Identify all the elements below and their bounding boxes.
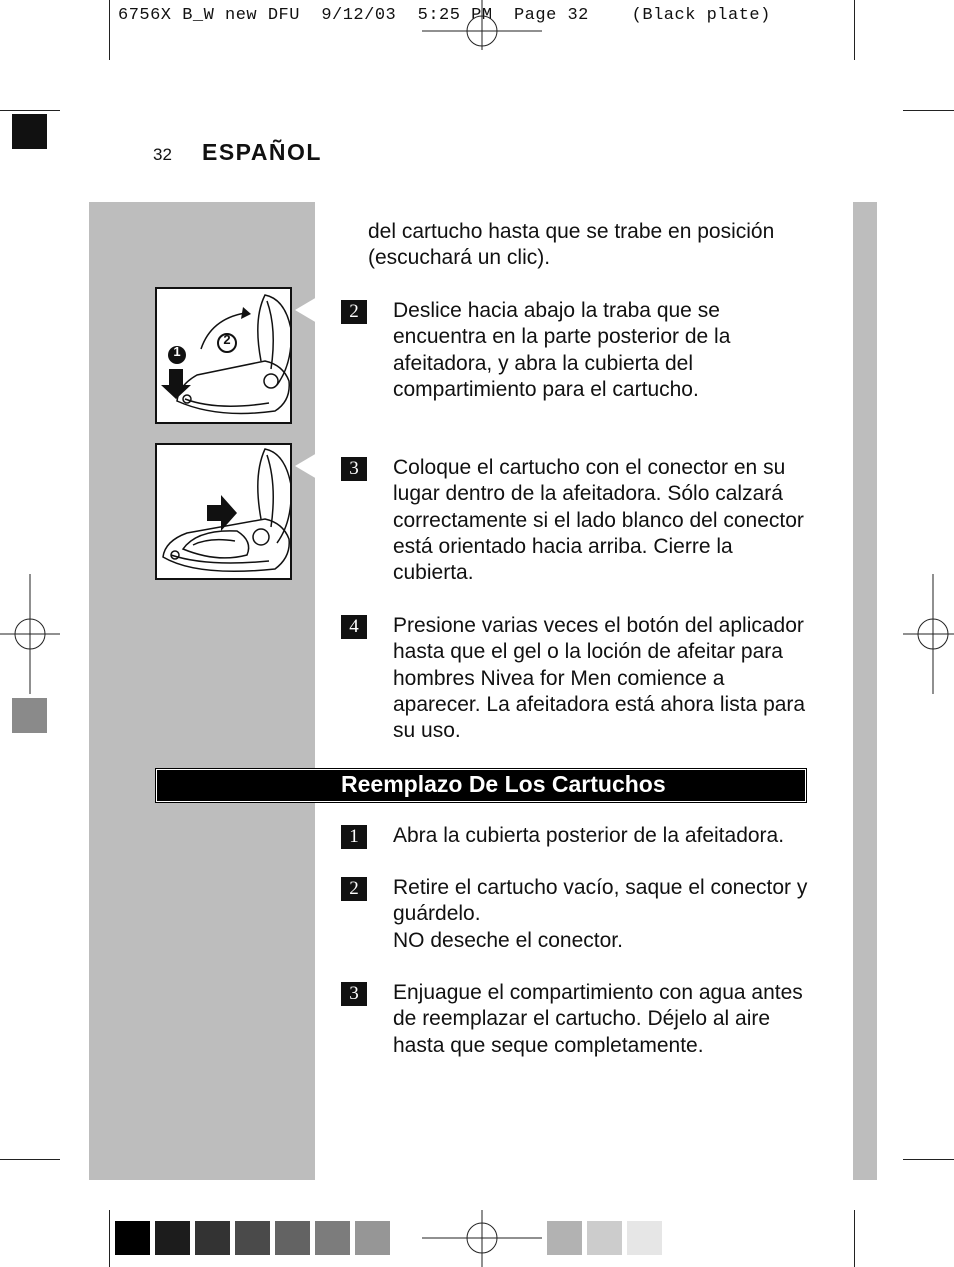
right-margin-panel xyxy=(853,202,877,1180)
step-text: Enjuague el compartimiento con agua antes de reemplazar el cartucho. Déjelo al aire hasta que seque completamente. xyxy=(393,981,803,1057)
section-title: Reemplazo De Los Cartuchos xyxy=(341,771,666,797)
figure-pointer-2 xyxy=(295,453,317,479)
figure-marker-1: 1 xyxy=(173,344,181,359)
step-number-badge: 1 xyxy=(341,825,367,849)
color-swatch xyxy=(155,1221,190,1255)
section-heading-bar xyxy=(156,769,806,802)
color-swatch xyxy=(627,1221,662,1255)
figure-open-cover xyxy=(155,287,292,424)
step-text: Retire el cartucho vacío, saque el conector y guárdelo. xyxy=(393,876,808,926)
step-text-block xyxy=(393,875,813,954)
color-swatch xyxy=(115,1221,150,1255)
color-swatch xyxy=(587,1221,622,1255)
color-swatch xyxy=(355,1221,390,1255)
figure-insert-cartridge xyxy=(155,443,292,580)
step-number-badge: 2 xyxy=(341,300,367,324)
color-swatch xyxy=(315,1221,350,1255)
printer-slug: 6756X B_W new DFU 9/12/03 5:25 PM Page 32 (Black plate) xyxy=(118,6,771,25)
step-number-badge: 3 xyxy=(341,457,367,481)
step-text: Presione varias veces el botón del aplicador hasta que el gel o la loción de afeitar para hombres Nivea for Men comience a aparecer. La afeitadora está ahora lista para su uso. xyxy=(393,614,806,743)
color-swatch xyxy=(275,1221,310,1255)
step-number-badge: 2 xyxy=(341,877,367,901)
page-number: 32 xyxy=(153,145,172,164)
color-swatch xyxy=(195,1221,230,1255)
color-swatch xyxy=(547,1221,582,1255)
color-swatch xyxy=(235,1221,270,1255)
intro-text: del cartucho hasta que se trabe en posición (escuchará un clic). xyxy=(368,220,775,270)
step-text: Deslice hacia abajo la traba que se encuentra en la parte posterior de la afeitadora, y abra la cubierta del compartimiento para el cartucho. xyxy=(393,299,731,401)
shaver-cartridge-illustration xyxy=(157,445,290,578)
figure-pointer-1 xyxy=(295,297,317,323)
language-heading: ESPAÑOL xyxy=(202,139,322,165)
step-number-badge: 4 xyxy=(341,615,367,639)
step-number-badge: 3 xyxy=(341,982,367,1006)
step-text: Abra la cubierta posterior de la afeitadora. xyxy=(393,824,785,847)
figure-marker-2: 2 xyxy=(223,332,231,347)
step-text: Coloque el cartucho con el conector en su lugar dentro de la afeitadora. Sólo calzará correctamente si el lado blanco del conector está orientado hacia arriba. Cierre la cubierta. xyxy=(393,456,804,585)
step-note: NO deseche el conector. xyxy=(393,928,623,952)
